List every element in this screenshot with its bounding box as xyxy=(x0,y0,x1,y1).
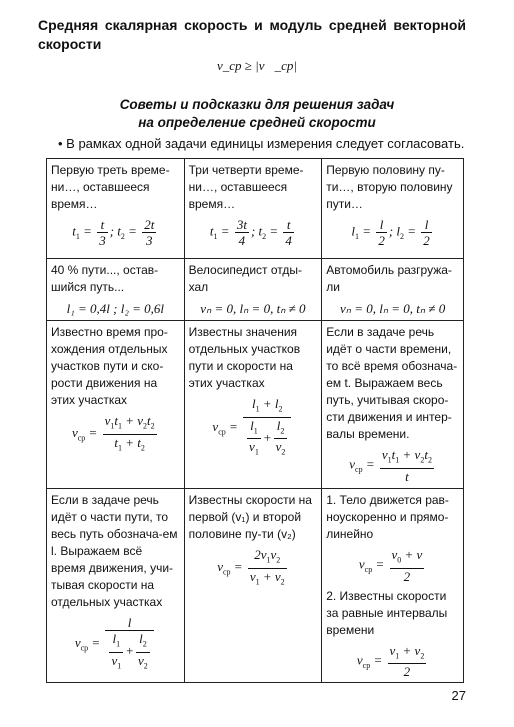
formula-avg-path: $v_{ср}$ = $l_1 + l_2$ $\frac{l_1}{v_1}$ + $\frac{l_2}{v_2}$ xyxy=(189,396,318,460)
cell-r3c2 xyxy=(184,321,322,489)
cell-text: 2. Известны скорости за равные интервалы времени xyxy=(326,588,448,637)
cell-r2c3 xyxy=(322,259,464,321)
cell-r1c3 xyxy=(322,159,464,259)
tips-table xyxy=(46,158,464,683)
formula-halves: $l_1$ = $\frac{l}{2}$ ; $l_2$ = $\frac{l}{2}$ xyxy=(351,217,430,248)
cell-r4c1 xyxy=(47,489,185,683)
cell-r1c1 xyxy=(47,159,185,259)
formula-rest: vₙ = 0, lₙ = 0, tₙ ≠ 0 xyxy=(200,301,306,316)
formula-harmonic: $v_{ср}$ = $\frac{2v_1v_2}{v_1 + v_2}$ xyxy=(217,547,285,587)
cell-text: Известны скорости на первой (v₁) и второй половине пу-ти (v₂) xyxy=(188,493,312,541)
page-number: 27 xyxy=(451,688,466,703)
formula-thirds: $t_1$ = $\frac{t}{3}$ ; $t_2$ = $\frac{2t}{3}$ xyxy=(72,217,155,248)
formula-uniform-accel: $v_{ср}$ = $\frac{v_0 + v}{2}$ xyxy=(358,547,423,584)
cell-r4c2 xyxy=(184,489,322,683)
tips-heading-line2: на определение средней скорости xyxy=(138,115,376,130)
formula-equal-intervals: $v_{ср}$ = $\frac{v_1 + v_2}{2}$ xyxy=(356,642,425,680)
tips-heading-line1: Советы и подсказки для решения задач xyxy=(119,97,395,112)
cell-text: Велосипедист отды-хал xyxy=(188,263,302,294)
cell-text: Автомобиль разгружа-ли xyxy=(326,263,452,294)
cell-r3c1 xyxy=(47,321,185,489)
cell-text: Первую треть време-ни…, оставшееся время… xyxy=(51,163,170,211)
cell-text: Если в задаче речь идёт о части пути, то весь путь обознача-ем l. Выражаем всё время движения, учи-тывая скорости на отдельных участках xyxy=(51,493,178,609)
cell-r2c2 xyxy=(184,259,322,321)
cell-r4c3 xyxy=(322,489,464,683)
cell-text: Первую половину пу-ти…, вторую половину пути… xyxy=(326,163,453,211)
cell-r2c1 xyxy=(47,259,185,321)
cell-r1c2 xyxy=(184,159,322,259)
formula-unload: vₙ = 0, lₙ = 0, tₙ ≠ 0 xyxy=(340,301,446,316)
cell-text: Известно время про-хождения отдельных участков пути и ско-рости движения на этих участках xyxy=(51,325,168,407)
speed-inequality: v_ср ≥ |v⃗_ср| xyxy=(217,58,297,73)
cell-text: Если в задаче речь идёт о части времени, то всё время обознача-ем t. Выражаем весь путь, учитывая скоро-сти движения и интер-валы времени. xyxy=(326,325,458,441)
formula-avg-total-path: $v_{ср}$ = l $\frac{l_1}{v_1}$ + $\frac{l_2}{v_2}$ xyxy=(51,615,180,673)
bullet-note: • В рамках одной задачи единицы измерения следует согласовать. xyxy=(58,136,465,151)
bullet-note-text: В рамках одной задачи единицы измерения следует согласовать. xyxy=(66,136,465,151)
cell-text: 40 % пути..., остав-шийся путь... xyxy=(51,263,159,294)
cell-text: Три четверти време-ни…, оставшееся время… xyxy=(188,163,304,211)
formula-quarters: $t_1$ = $\frac{3t}{4}$ ; $t_2$ = $\frac{t}{4}$ xyxy=(209,217,292,248)
formula-percent: l₁ = 0,4l ; l₂ = 0,6l xyxy=(66,301,164,316)
cell-text: 1. Тело движется рав-ноускоренно и прямо-линейно xyxy=(326,493,449,541)
tips-heading xyxy=(0,96,514,132)
cell-text: Известны значения отдельных участков пути и скорости на этих участках xyxy=(188,325,301,390)
section-heading: Средняя скалярная скорость и модуль средней векторной скорости xyxy=(38,17,466,52)
formula-avg-total-time: $v_{ср}$ = $\frac{v_1t_1 + v_2t_2}{t}$ xyxy=(349,447,432,484)
formula-avg-time: $v_{ср}$ = $\frac{v_1t_1 + v_2t_2}{t_1 + t_2}$ xyxy=(71,413,155,453)
cell-r3c3 xyxy=(322,321,464,489)
